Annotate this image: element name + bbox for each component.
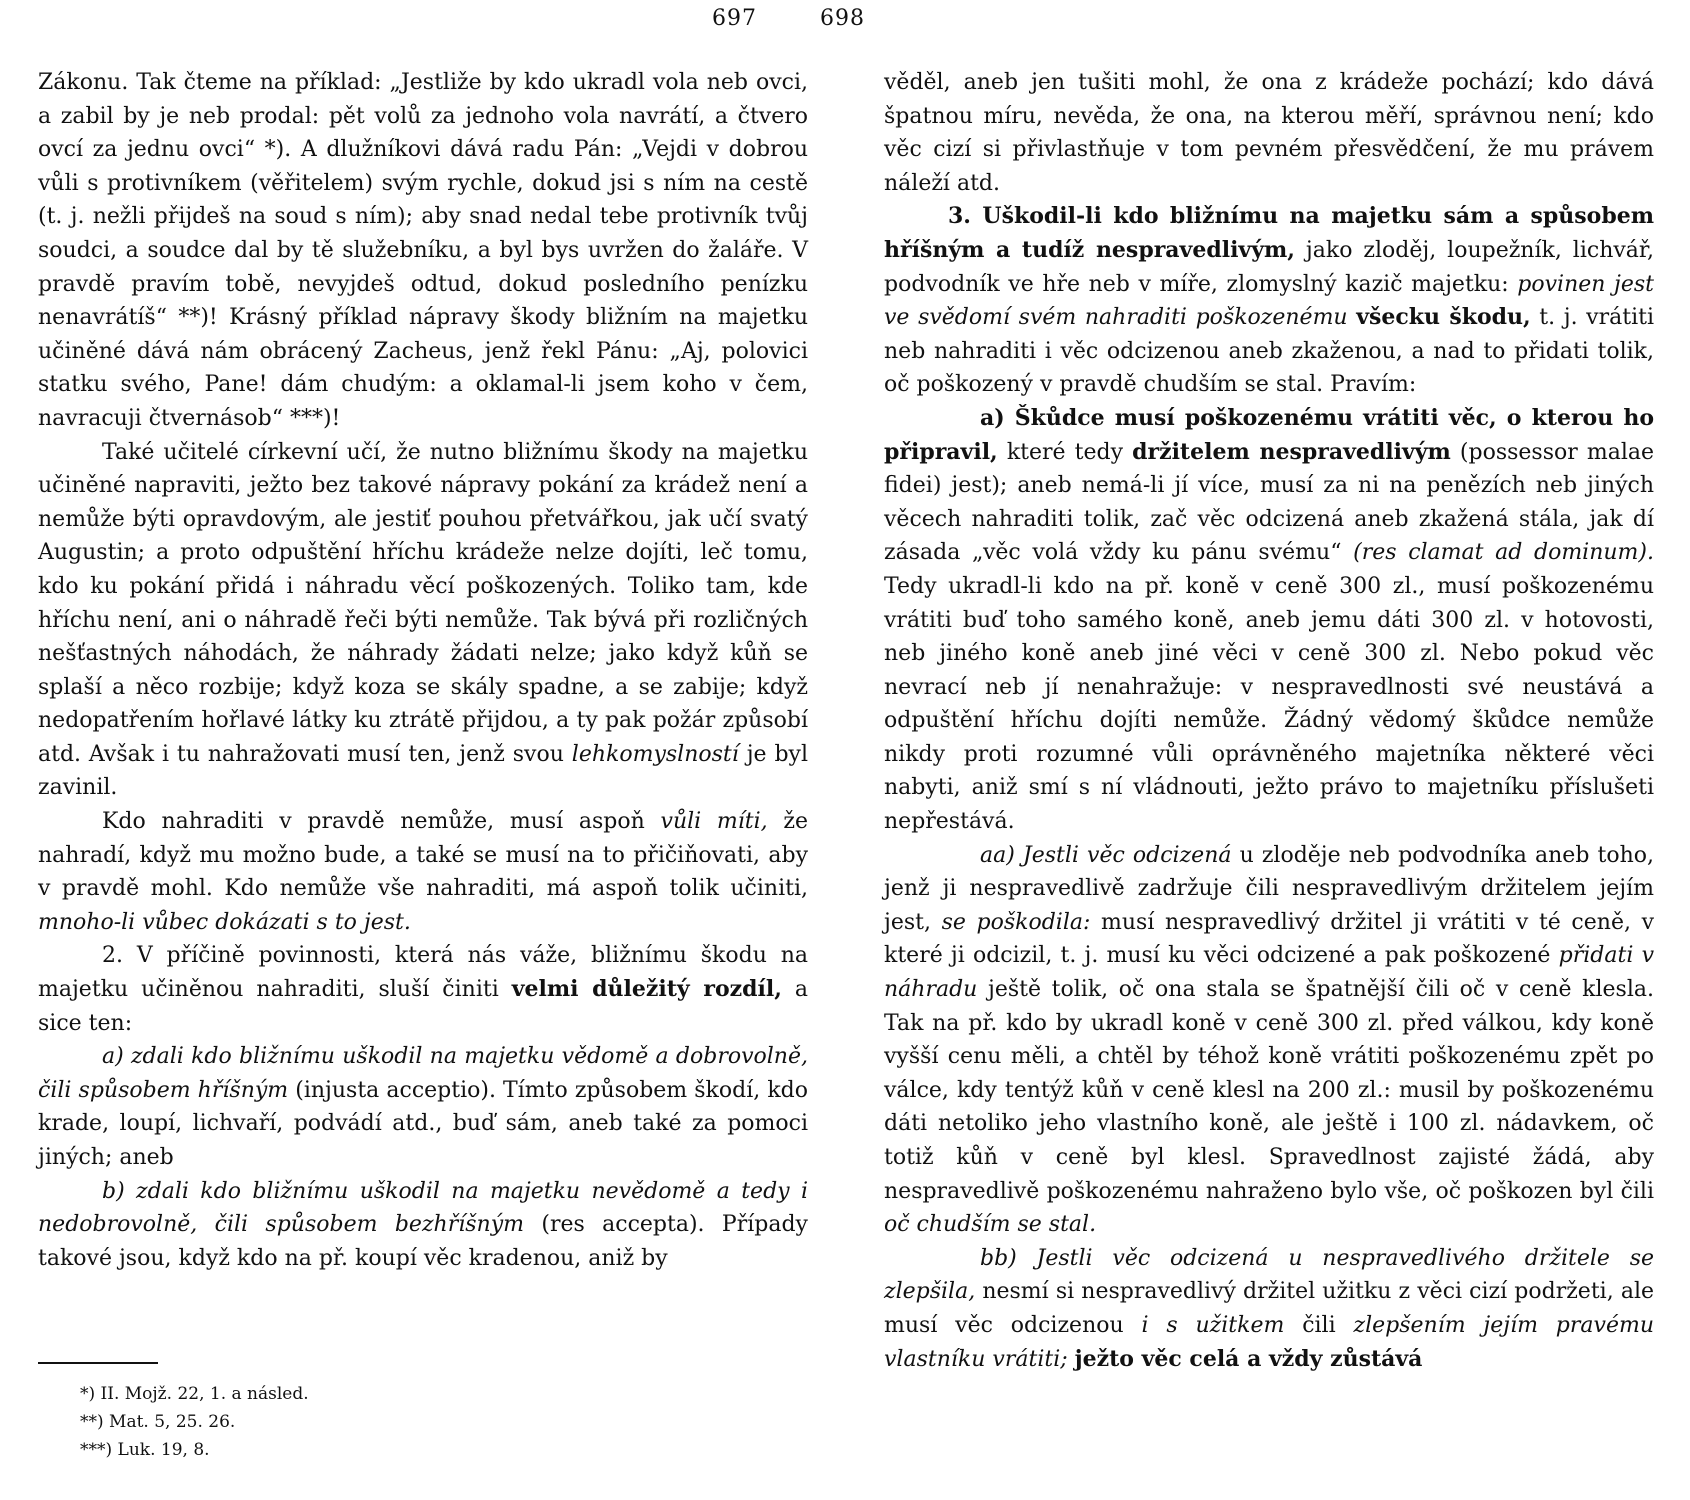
bold-text: 3. Uškodil-li kdo bližnímu na majetku sám a spůsobem hříšným a tudíž nespravedlivým, [884, 203, 1654, 263]
italic-text: přidati v náhradu [884, 943, 1655, 1003]
paragraph [38, 1175, 808, 1276]
footnote: *) II. Mojž. 22, 1. a násled. [80, 1384, 309, 1404]
footnotes [80, 1380, 309, 1464]
footnote-divider [38, 1362, 158, 1364]
italic-text: i s užitkem [1141, 1312, 1285, 1338]
italic-text: lehkomyslností [571, 741, 739, 767]
italic-text: oč chudším se stal. [884, 1212, 1097, 1238]
text: (res accepta). Případy takové jsou, když kdo na př. koupí věc kradenou, aniž by [38, 1212, 808, 1271]
text: nesmí si nespravedlivý držitel užitku z věci cizí podržeti, [982, 1279, 1614, 1305]
paragraph [38, 939, 808, 1040]
paragraph [884, 839, 1654, 1242]
paragraph [38, 1040, 808, 1174]
text: Tedy ukradl-li kdo na př. koně v ceně 300 zl., musí poškozenému vrátiti buď toho samého koně, aneb jemu dáti 300 zl. v hotovosti, neb jiného koně aneb jiné věci v ceně 300 zl. Nebo pokud věc nevrací neb jí nenahražuje: v nespravedlnosti své neustává a odpuštění hříchu dojíti nemůže. Žádný vědomý škůdce nemůže nikdy proti rozumné vůli oprávněného majetníka některé věci nabyti, aniž smí s ní vládnouti, ježto právo to majetníku příslušeti nepřestává. [884, 573, 1654, 835]
italic-text: bb) Jestli věc odcizená u nespravedlivého držitele se zlepšila, [884, 1245, 1654, 1305]
italic-text: mnoho-li vůbec dokázati s to jest. [38, 909, 411, 935]
bold-text: velmi důležitý rozdíl, [511, 976, 782, 1003]
paragraph [38, 436, 808, 806]
italic-text: (res clamat ad dominum). [1353, 540, 1654, 566]
italic-text: se poškodila: [941, 909, 1091, 935]
text: že nahradí, když mu možno bude, a také se musí na to přičiňovati, aby v pravdě mohl. Kdo nemůže vše nahraditi, má aspoň tolik učiniti, [38, 809, 808, 902]
paragraph [884, 402, 1654, 839]
paragraph [884, 66, 1654, 200]
paragraph [884, 1242, 1654, 1376]
page-number-left: 697 [712, 6, 757, 31]
text: 2. V příčině povinnosti, která nás váže, bližnímu škodu na majetku učiněnou nahraditi, sluší činiti [38, 943, 808, 1003]
bold-text: držitelem nespravedlivým [1132, 438, 1451, 465]
text: je byl zavinil. [38, 741, 808, 801]
paragraph [884, 200, 1654, 402]
text: (possessor malae fidei) jest); aneb nemá-li jí více, musí za ni na penězích neb jiných věcech nahraditi tolik, zač věc odcizená aneb zkažená stála, jak dí zásada „věc volá vždy ku pánu svému“ [884, 439, 1654, 566]
text: čili [1302, 1312, 1336, 1338]
text: t. j. vrátiti neb nahraditi i věc odcizenou aneb zkaženou, a nad to přidati tolik, oč poškozený v pravdě chudším se stal. Pravím: [884, 305, 1655, 398]
text: (injusta acceptio). Tímto způsobem škodí, kdo krade, loupí, lichvaří, podvádí atd., buď sám, aneb také za pomoci jiných; aneb [38, 1077, 808, 1170]
text: musí nespravedlivý držitel ji vrátiti v té ceně, v které ji odcizil, t. j. musí ku věci odcizené a pak poškozené [884, 909, 1655, 969]
text: Kdo nahraditi v pravdě nemůže, musí aspoň [102, 809, 645, 835]
bold-text: všecku škodu, [1356, 304, 1531, 331]
footnote: **) Mat. 5, 25. 26. [80, 1412, 236, 1432]
text: Zákonu. Tak čteme na příklad: „Jestliže by kdo ukradl vola neb ovci, a zabil by je neb prodal: pět volů za jednoho vola navrátí, a čtvero ovcí za jednu ovci“ *). A dlužníkovi dává radu Pán: „Vejdi v dobrou vůli s protivníkem (věřitelem) svým rychle, dokud jsi s ním na cestě (t. j. nežli přijdeš na soud s ním); aby snad nedal tebe protivník tvůj soudci, a soudce dal by tě služebníku, a byl bys uvržen do žaláře. V pravdě pravím tobě, nevyjdeš odtud, dokud posledního penízku nenavrátíš“ **)! Krásný příklad nápravy škody bližním na majetku učiněné dává nám obrácený Zacheus, jenž řekl Pánu: „Aj, polovici statku svého, Pane! dám chudým: a oklamal-li jsem koho v čem, navracuji čtvernásob“ ***)! [38, 70, 808, 431]
text: věděl, aneb jen tušiti mohl, že ona z krádeže pochází; kdo dává špatnou míru, nevěda, že ona, na kterou měří, správnou není; kdo věc cizí si přivlastňuje v tom pevném přesvědčení, že mu právem náleží atd. [884, 70, 1654, 196]
italic-text: aa) Jestli věc odcizená [980, 842, 1232, 868]
paragraph [38, 66, 808, 436]
paragraph [38, 805, 808, 939]
italic-text: vůli míti, [660, 809, 768, 835]
text: které tedy [1006, 439, 1124, 465]
italic-text: povinen jest ve svědomí svém nahraditi poškozenému [884, 271, 1655, 331]
left-column [38, 66, 808, 1275]
text: jako zloděj, loupežník, lichvář, podvodník ve hře neb v míře, zlomyslný kazič majetku: [884, 237, 1655, 297]
italic-text: a) zdali kdo bližnímu uškodil na majetku vědomě a dobrovolně, čili spůsobem hříšným [38, 1044, 808, 1103]
bold-text: a) Škůdce musí poškozenému vrátiti věc, o kterou ho připravil, [884, 404, 1654, 465]
text: Také učitelé církevní učí, že nutno bližnímu škody na majetku učiněné napraviti, ježto bez takové nápravy pokání za krádež není a nemůže býti opravdovým, ale jestiť pouhou přetvářkou, jak učí svatý Augustin; a proto odpuštění hříchu krádeže nelze dojíti, leč tomu, kdo ku pokání přidá i náhradu věcí poškozených. Toliko tam, kde hříchu není, ani o náhradě řeči býti nemůže. Tak bývá při rozličných nešťastných náhodách, že náhrady žádati nelze; jako když kůň se splaší a něco rozbije; když koza se skály spadne, a se zabije; když nedopatřením hořlavé látky ku ztrátě přijdou, a ty pak požár způsobí atd. Avšak i tu nahražovati musí ten, jenž svou [38, 439, 808, 767]
page-number-right: 698 [820, 6, 865, 31]
bold-text: ježto věc celá a vždy zůstává [1074, 1345, 1423, 1372]
italic-text: zlepšením jejím pravému vlastníku vrátiti; [884, 1312, 1655, 1372]
right-column [884, 66, 1654, 1376]
text: ale musí věc odcizenou [884, 1279, 1654, 1338]
footnote: ***) Luk. 19, 8. [80, 1440, 210, 1460]
text: ještě tolik, oč ona stala se špatnější čili oč v ceně klesla. Tak na př. kdo by ukradl koně v ceně 300 zl. před válkou, kdy koně vyšší cenu měli, a chtěl by téhož koně vrátiti poškozenému zpět po válce, kdy tentýž kůň v ceně klesl na 200 zl.: musil by poškozenému dáti netoliko jeho vlastního koně, ale ještě i 100 zl. nádavkem, oč totiž kůň v ceně byl klesl. Spravedlnost zajisté žádá, aby nespravedlivě poškozenému nahraženo bylo vše, oč poškozen byl čili [884, 977, 1654, 1204]
text: u zloděje neb podvodníka aneb toho, jenž ji nespravedlivě zadržuje čili nespravedlivým držitelem jejím jest, [884, 842, 1654, 935]
text: a sice ten: [38, 977, 808, 1036]
italic-text: b) zdali kdo bližnímu uškodil na majetku nevědomě a tedy i nedobrovolně, čili spůsobem bezhříšným [38, 1178, 808, 1238]
